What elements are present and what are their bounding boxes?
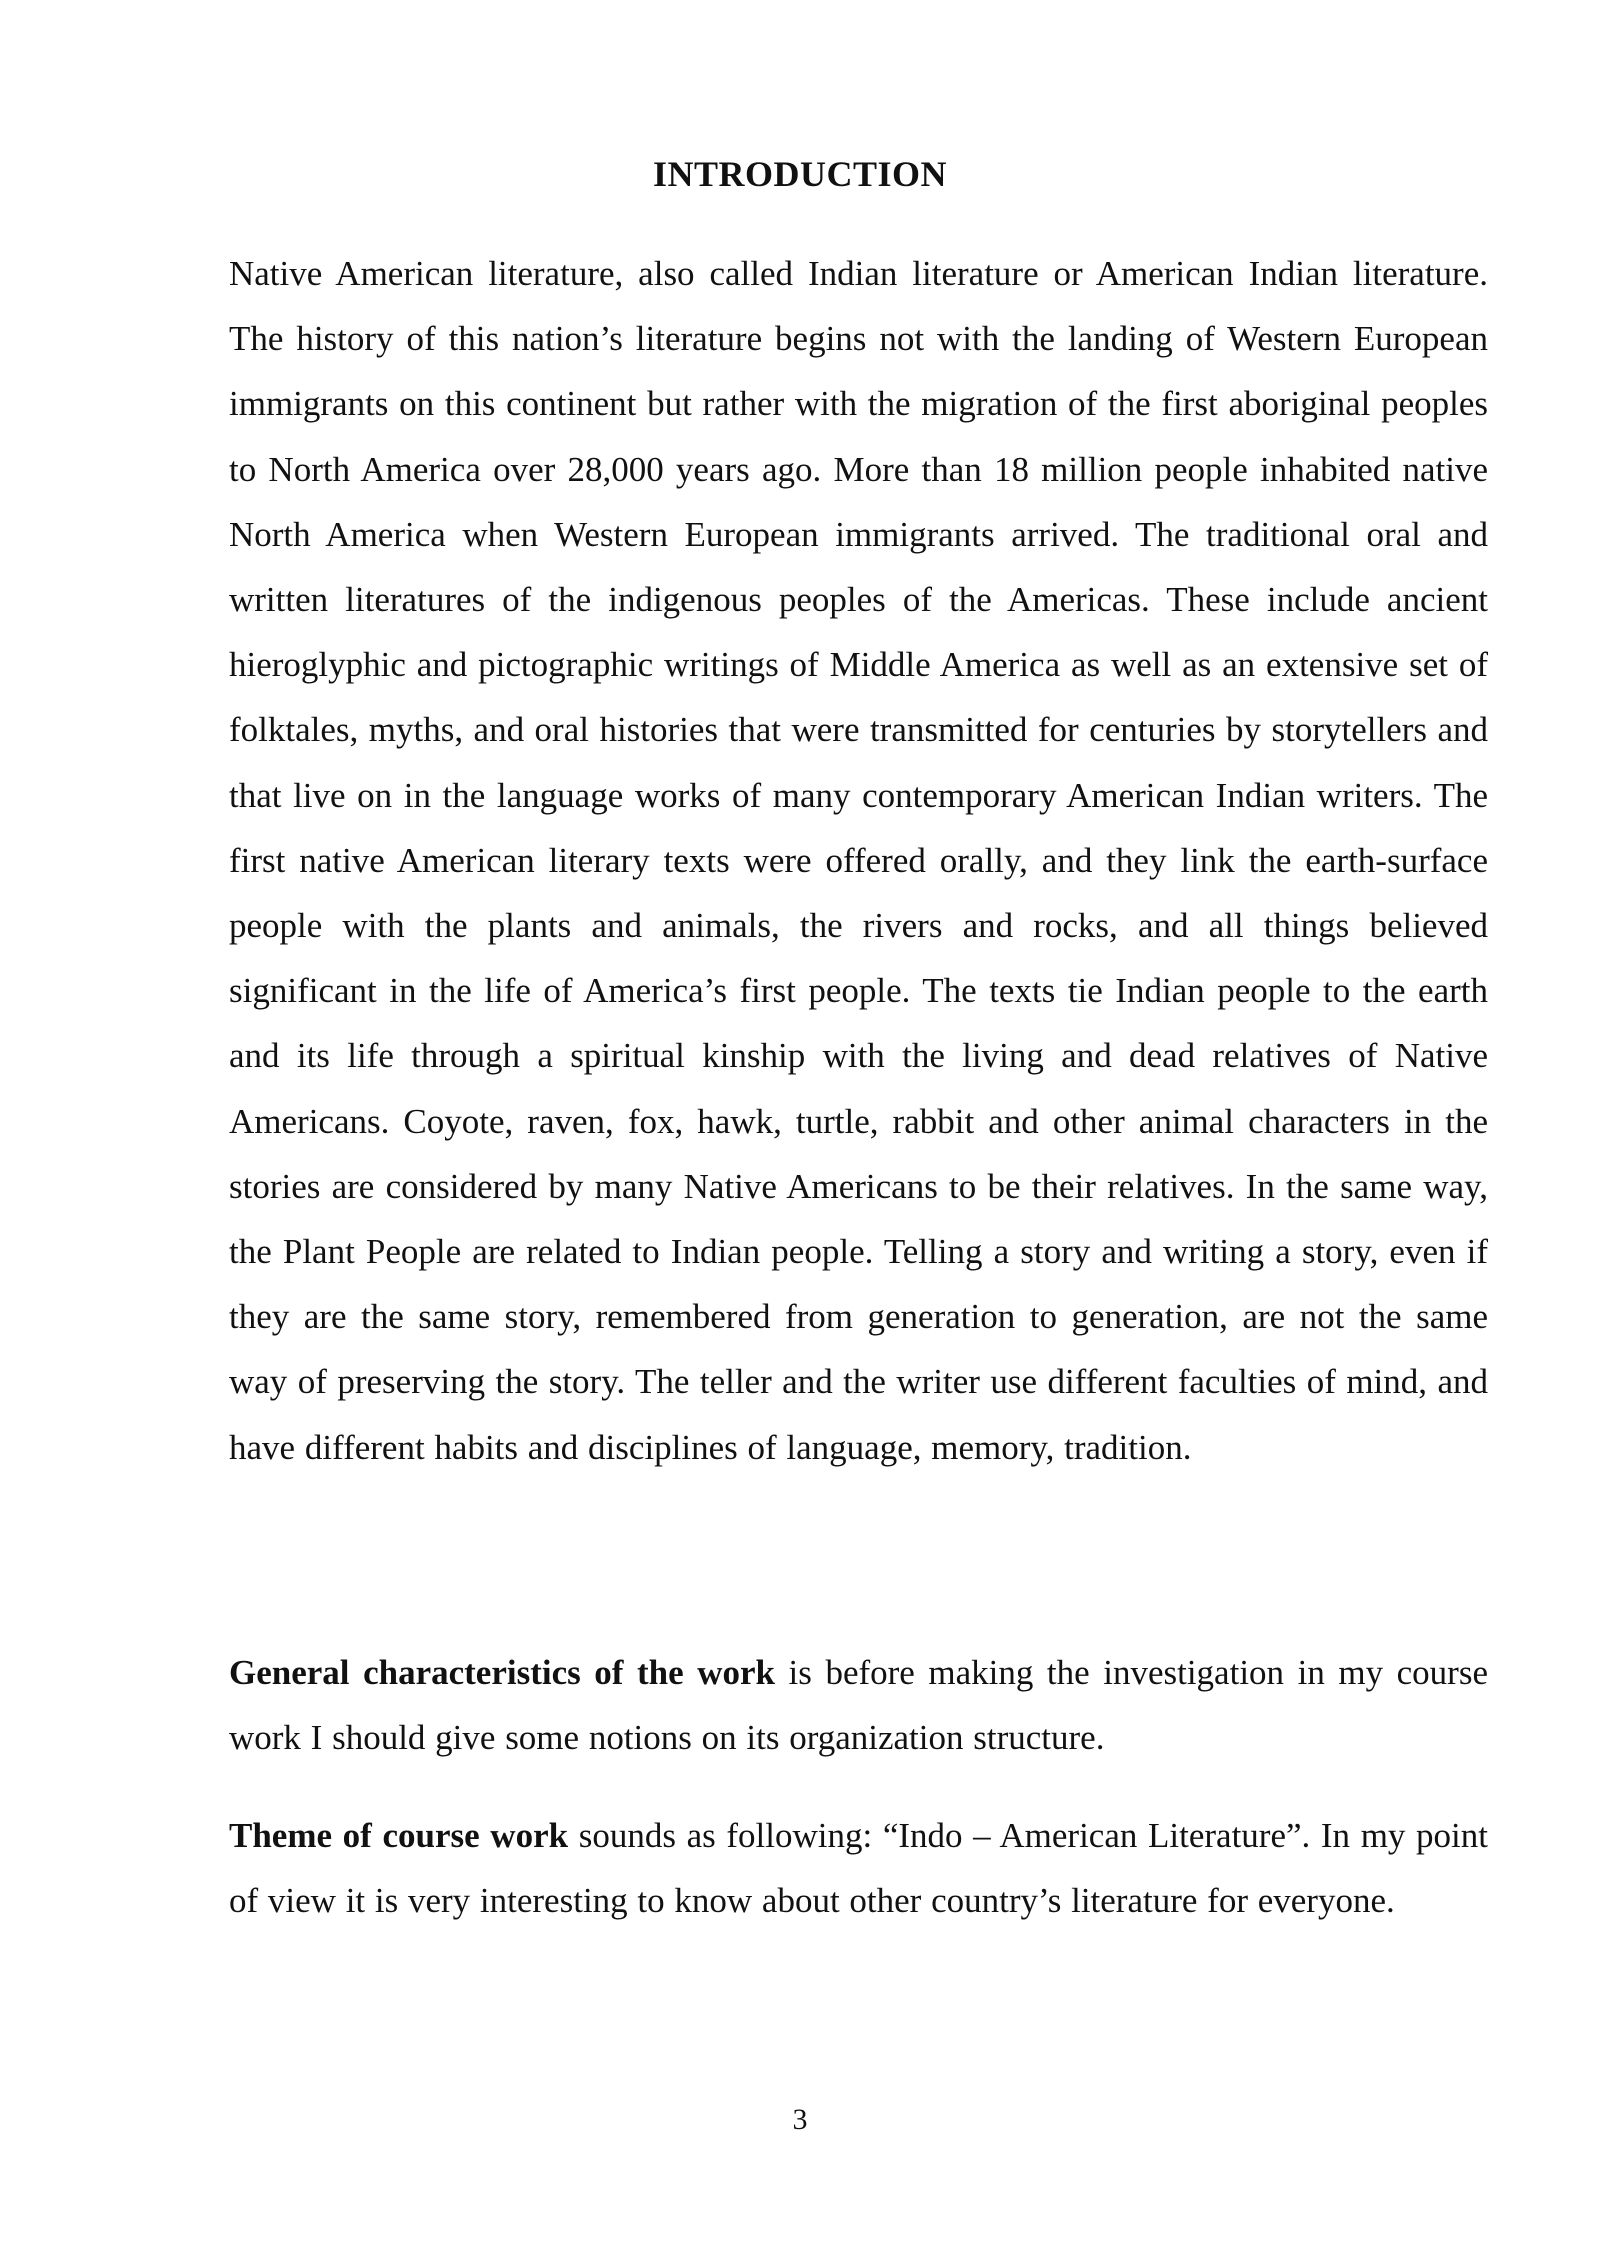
theme-paragraph — [229, 1803, 1488, 1933]
section-heading: INTRODUCTION — [652, 154, 948, 194]
intro-paragraph — [229, 241, 1488, 1480]
characteristics-paragraph — [229, 1640, 1488, 1770]
characteristics-lead: General characteristics of the work — [229, 1653, 775, 1692]
characteristics-text: is before making the investigation in my course work I should give some notions on its organization structure. — [229, 1653, 1488, 1758]
theme-lead: Theme of course work — [229, 1816, 569, 1855]
characteristics-paragraph-text — [229, 1640, 1488, 1770]
theme-text: sounds as following: “Indo – American Literature”. In my point of view it is very interesting to know about other country’s literature for everyone. — [229, 1816, 1489, 1921]
page-number: 3 — [792, 2103, 808, 2136]
theme-paragraph-text — [229, 1803, 1488, 1933]
intro-paragraph-text: Native American literature, also called Indian literature or American Indian literature. The history of this nation’s literature begins not with the landing of Western European immigrants on this continent but rather with the migration of the first aboriginal peoples to North America over 28,000 years ago. More than 18 million people inhabited native North America when Western European immigrants arrived. The traditional oral and written literatures of the indigenous peoples of the Americas. These include ancient hieroglyphic and pictographic writings of Middle America as well as an extensive set of folktales, myths, and oral histories that were transmitted for centuries by storytellers and that live on in the language works of many contemporary American Indian writers. The first native American literary texts were offered orally, and they link the earth-surface people with the plants and animals, the rivers and rocks, and all things believed significant in the life of America’s first people. The texts tie Indian people to the earth and its life through a spiritual kinship with the living and dead relatives of Native Americans. Coyote, raven, fox, hawk, turtle, rabbit and other animal characters in the stories are considered by many Native Americans to be their relatives. In the same way, the Plant People are related to Indian people. Telling a story and writing a story, even if they are the same story, remembered from generation to generation, are not the same way of preserving the story. The teller and the writer use different faculties of mind, and have different habits and disciplines of language, memory, tradition. — [229, 254, 1488, 1467]
